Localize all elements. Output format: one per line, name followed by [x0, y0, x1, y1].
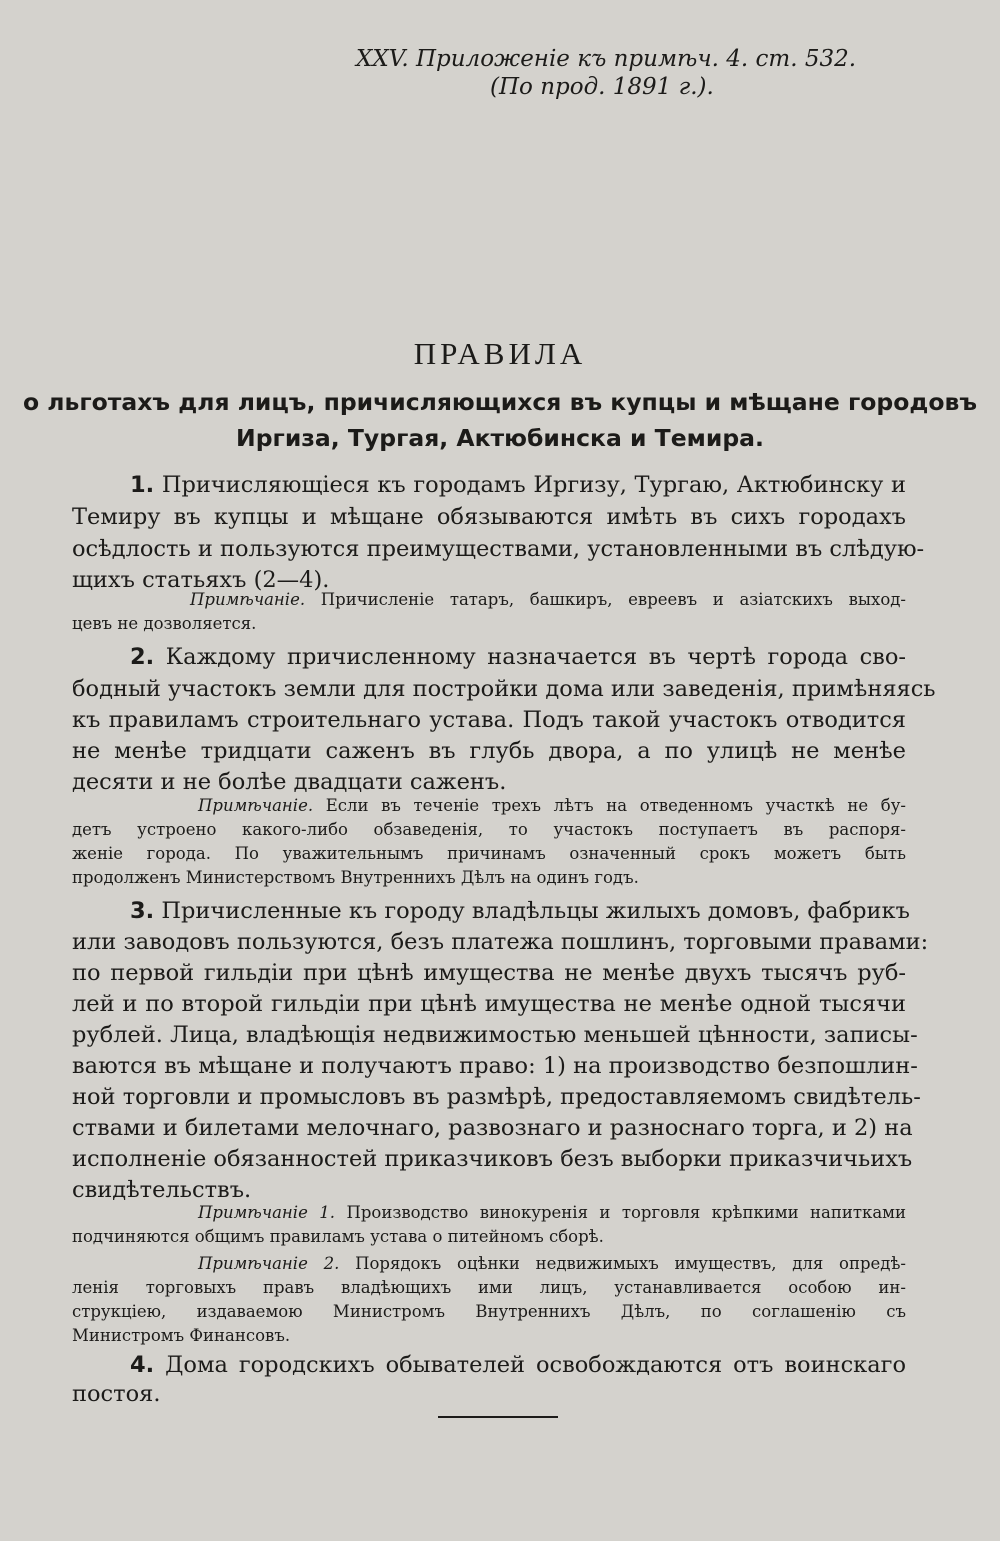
article-3-line: ствами и билетами мелочнаго, развознаго и разноснаго торга, и 2) на — [72, 1115, 913, 1141]
article-1-line: осѣдлость и пользуются преимуществами, установленными въ слѣдую- — [72, 536, 925, 562]
article-1-note-line: Примѣчаніе. Причисленіе татаръ, башкиръ, евреевъ и азіатскихъ выход- — [190, 590, 906, 609]
article-3-note1-line: Примѣчаніе 1. Производство винокуренія и торговля крѣпкими напитками — [198, 1203, 906, 1222]
article-3-note1-line: подчиняются общимъ правиламъ устава о питейномъ сборѣ. — [72, 1227, 604, 1246]
article-2-line: десяти и не болѣе двадцати саженъ. — [72, 769, 507, 795]
article-2-line: къ правиламъ строительнаго устава. Подъ такой участокъ отводится — [72, 707, 906, 733]
article-2-line: не менѣе тридцати саженъ въ глубь двора, а по улицѣ не менѣе — [72, 738, 906, 764]
article-2-line: 2. Каждому причисленному назначается въ чертѣ города сво- — [130, 644, 906, 670]
article-3-line: исполненіе обязанностей приказчиковъ безъ выборки приказчичьихъ — [72, 1146, 913, 1172]
article-2-note-line: женіе города. По уважительнымъ причинамъ означенный срокъ можетъ быть — [72, 844, 906, 863]
article-3-line: 3. Причисленные къ городу владѣльцы жилыхъ домовъ, фабрикъ — [130, 898, 910, 924]
article-1-note-line: цевъ не дозволяется. — [72, 614, 257, 633]
article-1-line: 1. Причисляющіеся къ городамъ Иргизу, Тургаю, Актюбинску и — [130, 472, 907, 498]
article-3-note2-line: Примѣчаніе 2. Порядокъ оцѣнки недвижимыхъ имуществъ, для опредѣ- — [198, 1254, 906, 1273]
article-3-line: рублей. Лица, владѣющія недвижимостью меньшей цѣнности, записы- — [72, 1022, 918, 1048]
header-edition: (По прод. 1891 г.). — [490, 74, 714, 100]
article-4-number: 4. — [130, 1352, 155, 1378]
document-title: ПРАВИЛА — [413, 336, 587, 371]
article-3-line: лей и по второй гильдіи при цѣнѣ имущества не менѣе одной тысячи — [72, 991, 906, 1017]
article-2-note-line: Примѣчаніе. Если въ теченіе трехъ лѣтъ на отведенномъ участкѣ не бу- — [198, 796, 906, 815]
article-3-note2-line: Министромъ Финансовъ. — [72, 1326, 291, 1345]
article-3-note2-line: ленія торговыхъ правъ владѣющихъ ими лицъ, устанавливается особою ин- — [72, 1278, 906, 1297]
article-2-line: бодный участокъ земли для постройки дома или заведенія, примѣняясь — [72, 676, 936, 702]
article-1-line: Темиру въ купцы и мѣщане обязываются имѣть въ сихъ городахъ — [72, 504, 906, 530]
article-2-note-line: детъ устроено какого-либо обзаведенія, то участокъ поступаетъ въ распоря- — [72, 820, 906, 839]
article-3-line: ной торговли и промысловъ въ размѣрѣ, предоставляемомъ свидѣтель- — [72, 1084, 921, 1110]
article-3-line: по первой гильдіи при цѣнѣ имущества не менѣе двухъ тысячъ руб- — [72, 960, 906, 986]
note-lead: Примѣчаніе. — [198, 796, 314, 815]
article-2-number: 2. — [130, 644, 155, 670]
note-lead: Примѣчаніе 2. — [198, 1254, 340, 1273]
article-4-line: постоя. — [72, 1381, 161, 1407]
note-lead: Примѣчаніе. — [190, 590, 306, 609]
article-3-number: 3. — [130, 898, 155, 924]
article-2-note-line: продолженъ Министерствомъ Внутреннихъ Дѣлъ на одинъ годъ. — [72, 868, 639, 887]
header-reference: XXV. Приложеніе къ примѣч. 4. ст. 532. — [356, 46, 857, 72]
end-rule — [438, 1416, 558, 1418]
article-3-line: или заводовъ пользуются, безъ платежа пошлинъ, торговыми правами: — [72, 929, 929, 955]
article-3-line: свидѣтельствъ. — [72, 1177, 252, 1203]
article-4-line: 4. Дома городскихъ обывателей освобождаются отъ воинскаго — [130, 1352, 906, 1378]
article-1-number: 1. — [130, 472, 155, 498]
note-lead: Примѣчаніе 1. — [198, 1203, 336, 1222]
document-subtitle-line: о льготахъ для лицъ, причисляющихся въ купцы и мѣщане городовъ — [22, 388, 978, 416]
document-subtitle-line: Иргиза, Тургая, Актюбинска и Темира. — [236, 424, 764, 452]
article-1-line: щихъ статьяхъ (2—4). — [72, 567, 330, 593]
article-3-note2-line: струкціею, издаваемою Министромъ Внутреннихъ Дѣлъ, по соглашенію съ — [72, 1302, 906, 1321]
article-3-line: ваются въ мѣщане и получаютъ право: 1) на производство безпошлин- — [72, 1053, 918, 1079]
